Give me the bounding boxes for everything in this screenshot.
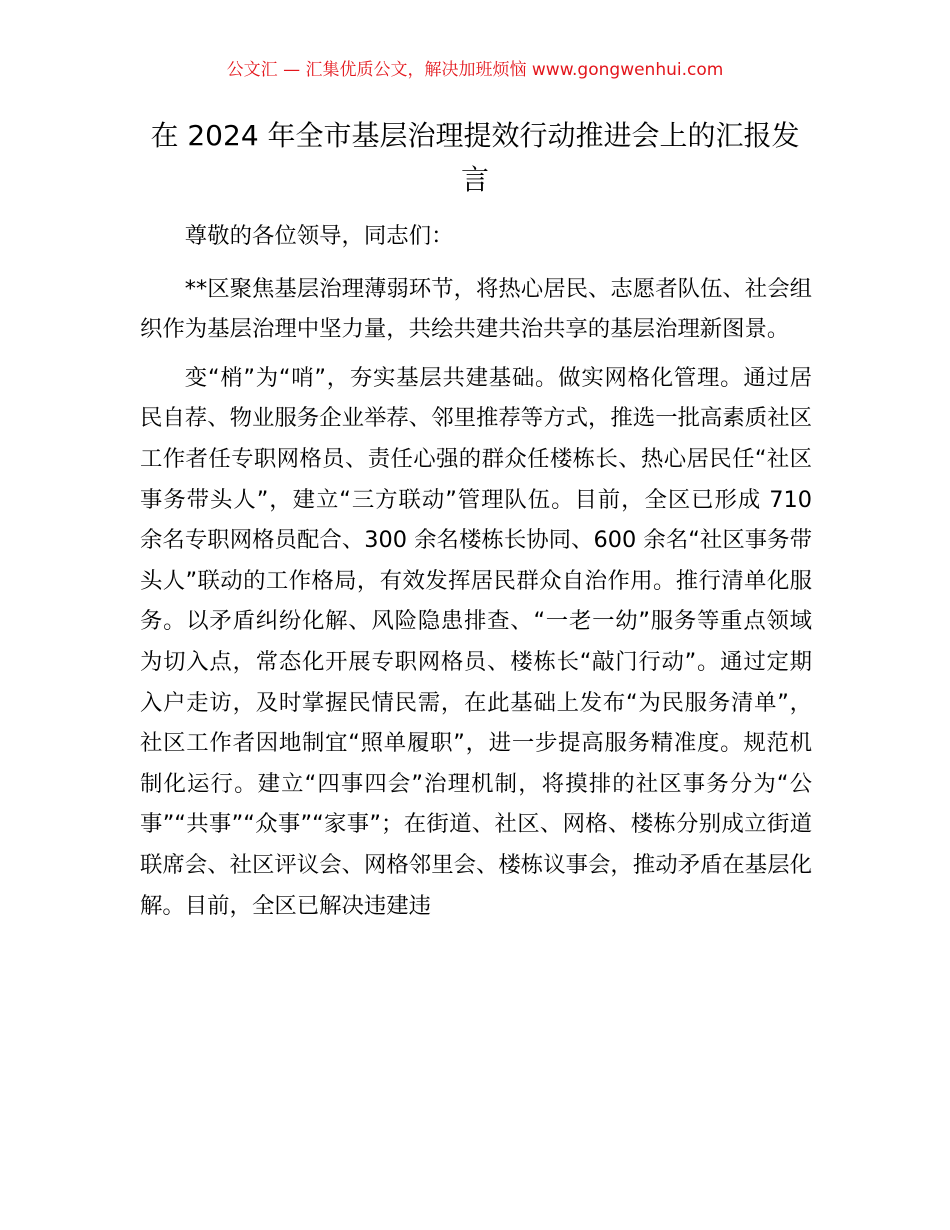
- body-paragraph: **区聚焦基层治理薄弱环节，将热心居民、志愿者队伍、社会组织作为基层治理中坚力量，共绘共建共治共享的基层治理新图景。: [140, 275, 812, 343]
- document-body: [140, 216, 812, 934]
- body-paragraph: 变“梢”为“哨”，夯实基层共建基础。做实网格化管理。通过居民自荐、物业服务企业举荐、邻里推荐等方式，推选一批高素质社区工作者任专职网格员、责任心强的群众任楼栋长、热心居民任“社区事务带头人”，建立“三方联动”管理队伍。目前，全区已形成 710 余名专职网格员配合、300 余名楼栋长协同、600 余名“社区事务带头人”联动的工作格局，有效发挥居民群众自治作用。推行清单化服务。以矛盾纠纷化解、风险隐患排查、“一老一幼”服务等重点领域为切入点，常态化开展专职网格员、楼栋长“敲门行动”。通过定期入户走访，及时掌握民情民需，在此基础上发布“为民服务清单”，社区工作者因地制宜“照单履职”，进一步提高服务精准度。规范机制化运行。建立“四事四会”治理机制，将摸排的社区事务分为“公事”“共事”“众事”“家事”；在街道、社区、网格、楼栋分别成立街道联席会、社区评议会、网格邻里会、楼栋议事会，推动矛盾在基层化解。目前，全区已解决违建违: [140, 364, 812, 919]
- salutation: 尊敬的各位领导，同志们：: [184, 223, 454, 249]
- document-title: 在 2024 年全市基层治理提效行动推进会上的汇报发言: [150, 119, 800, 196]
- site-banner: 公文汇 — 汇集优质公文，解决加班烦恼 www.gongwenhui.com: [226, 60, 724, 80]
